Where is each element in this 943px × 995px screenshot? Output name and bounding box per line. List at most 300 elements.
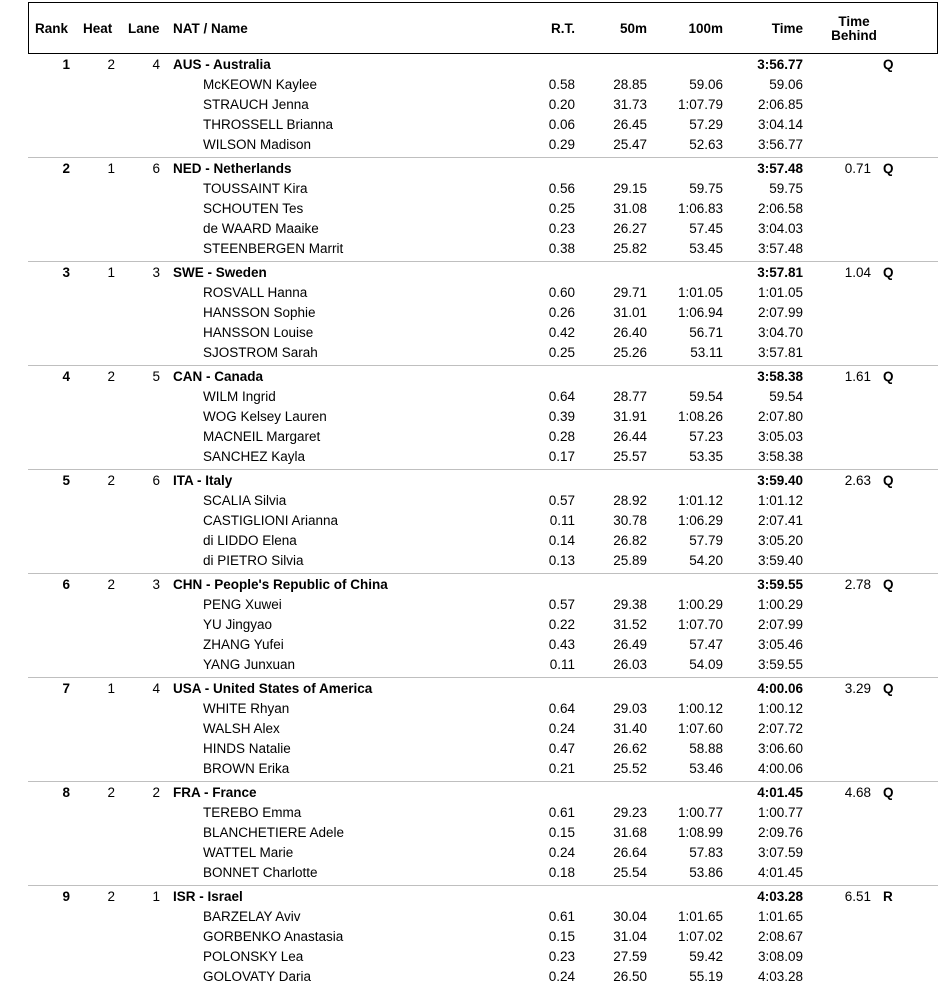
swimmer-row bbox=[0, 803, 943, 823]
swimmer-split-100m: 53.35 bbox=[689, 449, 723, 464]
team-rank: 9 bbox=[62, 889, 70, 904]
swimmer-reaction-time: 0.15 bbox=[548, 825, 575, 840]
swimmer-split-50m: 31.08 bbox=[613, 201, 647, 216]
swimmer-name: THROSSELL Brianna bbox=[203, 117, 334, 132]
swimmer-row bbox=[0, 551, 943, 571]
swimmer-reaction-time: 0.39 bbox=[548, 409, 575, 424]
swimmer-split-100m: 1:06.94 bbox=[677, 305, 723, 320]
swimmer-name: GORBENKO Anastasia bbox=[203, 929, 344, 944]
swimmer-name: TOUSSAINT Kira bbox=[203, 181, 308, 196]
swimmer-reaction-time: 0.26 bbox=[548, 305, 575, 320]
swimmer-reaction-time: 0.38 bbox=[548, 241, 575, 256]
team-lane: 1 bbox=[152, 889, 160, 904]
swimmer-name: BLANCHETIERE Adele bbox=[203, 825, 345, 840]
team-time: 3:59.40 bbox=[757, 473, 803, 488]
team-name: ISR - Israel bbox=[173, 889, 243, 904]
qualification-mark: R bbox=[883, 889, 893, 904]
team-rank: 4 bbox=[62, 369, 70, 384]
swimmer-name: WOG Kelsey Lauren bbox=[203, 409, 327, 424]
swimmer-split-50m: 26.49 bbox=[613, 637, 647, 652]
swimmer-row bbox=[0, 135, 943, 155]
team-row bbox=[0, 55, 943, 75]
swimmer-reaction-time: 0.24 bbox=[548, 845, 575, 860]
team-name: FRA - France bbox=[173, 785, 257, 800]
team-row bbox=[0, 575, 943, 595]
team-row bbox=[0, 159, 943, 179]
team-time: 3:57.81 bbox=[757, 265, 803, 280]
team-separator bbox=[28, 885, 938, 886]
swimmer-cumulative-time: 1:01.05 bbox=[757, 285, 803, 300]
swimmer-name: HANSSON Sophie bbox=[203, 305, 316, 320]
swimmer-cumulative-time: 3:04.03 bbox=[757, 221, 803, 236]
swimmer-split-100m: 57.47 bbox=[689, 637, 723, 652]
swimmer-reaction-time: 0.61 bbox=[548, 805, 575, 820]
qualification-mark: Q bbox=[883, 265, 894, 280]
team-rank: 3 bbox=[62, 265, 70, 280]
swimmer-cumulative-time: 4:00.06 bbox=[757, 761, 803, 776]
qualification-mark: Q bbox=[883, 473, 894, 488]
swimmer-split-50m: 28.92 bbox=[613, 493, 647, 508]
swimmer-cumulative-time: 3:59.55 bbox=[757, 657, 803, 672]
swimmer-cumulative-time: 3:05.03 bbox=[757, 429, 803, 444]
swimmer-split-50m: 26.03 bbox=[613, 657, 647, 672]
team-lane: 4 bbox=[152, 681, 160, 696]
swimmer-name: di PIETRO Silvia bbox=[203, 553, 304, 568]
team-separator bbox=[28, 781, 938, 782]
swimmer-split-50m: 31.52 bbox=[613, 617, 647, 632]
swimmer-row bbox=[0, 635, 943, 655]
swimmer-split-100m: 1:07.60 bbox=[677, 721, 723, 736]
swimmer-split-50m: 29.15 bbox=[613, 181, 647, 196]
swimmer-row bbox=[0, 719, 943, 739]
swimmer-reaction-time: 0.11 bbox=[549, 513, 575, 528]
team-name: SWE - Sweden bbox=[173, 265, 267, 280]
team-time: 3:58.38 bbox=[757, 369, 803, 384]
header-heat: Heat bbox=[83, 21, 113, 36]
swimmer-reaction-time: 0.56 bbox=[548, 181, 575, 196]
header-lane: Lane bbox=[128, 21, 160, 36]
swimmer-split-50m: 26.64 bbox=[613, 845, 647, 860]
swimmer-name: GOLOVATY Daria bbox=[203, 969, 312, 984]
swimmer-split-100m: 53.86 bbox=[689, 865, 723, 880]
swimmer-split-100m: 1:01.65 bbox=[677, 909, 723, 924]
swimmer-split-100m: 1:07.02 bbox=[677, 929, 723, 944]
swimmer-cumulative-time: 1:00.29 bbox=[757, 597, 803, 612]
team-time-behind: 6.51 bbox=[844, 889, 871, 904]
swimmer-name: McKEOWN Kaylee bbox=[203, 77, 318, 92]
swimmer-cumulative-time: 4:03.28 bbox=[757, 969, 803, 984]
swimmer-name: BARZELAY Aviv bbox=[203, 909, 301, 924]
swimmer-cumulative-time: 2:07.41 bbox=[757, 513, 803, 528]
swimmer-split-50m: 27.59 bbox=[613, 949, 647, 964]
team-rank: 5 bbox=[62, 473, 70, 488]
swimmer-reaction-time: 0.64 bbox=[548, 389, 575, 404]
swimmer-split-100m: 59.06 bbox=[689, 77, 723, 92]
qualification-mark: Q bbox=[883, 369, 894, 384]
swimmer-row bbox=[0, 823, 943, 843]
team-rank: 6 bbox=[62, 577, 70, 592]
swimmer-split-50m: 31.73 bbox=[613, 97, 647, 112]
swimmer-name: ZHANG Yufei bbox=[203, 637, 284, 652]
swimmer-name: POLONSKY Lea bbox=[203, 949, 304, 964]
swimmer-row bbox=[0, 491, 943, 511]
swimmer-name: de WAARD Maaike bbox=[203, 221, 319, 236]
swimmer-name: STEENBERGEN Marrit bbox=[203, 241, 344, 256]
swimmer-name: di LIDDO Elena bbox=[203, 533, 297, 548]
swimmer-split-50m: 29.23 bbox=[613, 805, 647, 820]
swimmer-cumulative-time: 2:08.67 bbox=[757, 929, 803, 944]
team-time: 4:01.45 bbox=[757, 785, 803, 800]
swimmer-split-100m: 1:08.99 bbox=[677, 825, 723, 840]
swimmer-cumulative-time: 59.75 bbox=[769, 181, 803, 196]
swimmer-row bbox=[0, 387, 943, 407]
swimmer-cumulative-time: 3:59.40 bbox=[757, 553, 803, 568]
swimmer-reaction-time: 0.61 bbox=[548, 909, 575, 924]
swimmer-row bbox=[0, 179, 943, 199]
swimmer-reaction-time: 0.22 bbox=[548, 617, 575, 632]
swimmer-reaction-time: 0.11 bbox=[549, 657, 575, 672]
swimmer-name: YU Jingyao bbox=[203, 617, 273, 632]
team-row bbox=[0, 887, 943, 907]
team-separator bbox=[28, 469, 938, 470]
swimmer-name: SANCHEZ Kayla bbox=[203, 449, 306, 464]
swimmer-split-100m: 1:07.79 bbox=[677, 97, 723, 112]
swimmer-split-50m: 26.62 bbox=[613, 741, 647, 756]
swimmer-split-50m: 29.71 bbox=[613, 285, 647, 300]
team-lane: 2 bbox=[152, 785, 160, 800]
swimmer-split-50m: 25.57 bbox=[613, 449, 647, 464]
swimmer-split-100m: 1:01.12 bbox=[677, 493, 723, 508]
swimmer-split-100m: 59.42 bbox=[689, 949, 723, 964]
swimmer-cumulative-time: 3:57.48 bbox=[757, 241, 803, 256]
swimmer-split-50m: 25.26 bbox=[613, 345, 647, 360]
header-time: Time bbox=[771, 21, 803, 36]
qualification-mark: Q bbox=[883, 785, 894, 800]
swimmer-split-100m: 1:06.29 bbox=[677, 513, 723, 528]
swimmer-split-100m: 58.88 bbox=[689, 741, 723, 756]
swimmer-cumulative-time: 3:08.09 bbox=[757, 949, 803, 964]
swimmer-cumulative-time: 3:58.38 bbox=[757, 449, 803, 464]
swimmer-reaction-time: 0.20 bbox=[548, 97, 575, 112]
swimmer-cumulative-time: 2:07.99 bbox=[757, 617, 803, 632]
swimmer-row bbox=[0, 283, 943, 303]
team-heat: 2 bbox=[107, 57, 115, 72]
swimmer-split-100m: 1:08.26 bbox=[677, 409, 723, 424]
swimmer-name: WATTEL Marie bbox=[203, 845, 294, 860]
swimmer-split-100m: 55.19 bbox=[689, 969, 723, 984]
swimmer-reaction-time: 0.23 bbox=[548, 221, 575, 236]
swimmer-row bbox=[0, 447, 943, 467]
swimmer-split-100m: 1:00.12 bbox=[677, 701, 723, 716]
team-heat: 2 bbox=[107, 785, 115, 800]
swimmer-split-50m: 31.01 bbox=[613, 305, 647, 320]
swimmer-cumulative-time: 59.54 bbox=[769, 389, 803, 404]
swimmer-reaction-time: 0.15 bbox=[548, 929, 575, 944]
swimmer-split-100m: 52.63 bbox=[689, 137, 723, 152]
swimmer-row bbox=[0, 615, 943, 635]
swimmer-split-50m: 25.89 bbox=[613, 553, 647, 568]
swimmer-split-100m: 57.79 bbox=[689, 533, 723, 548]
swimmer-row bbox=[0, 323, 943, 343]
swimmer-split-100m: 56.71 bbox=[689, 325, 723, 340]
swimmer-cumulative-time: 3:07.59 bbox=[757, 845, 803, 860]
swimmer-split-100m: 54.09 bbox=[689, 657, 723, 672]
swimmer-row bbox=[0, 595, 943, 615]
swimmer-reaction-time: 0.06 bbox=[548, 117, 575, 132]
swimmer-reaction-time: 0.64 bbox=[548, 701, 575, 716]
swimmer-reaction-time: 0.42 bbox=[548, 325, 575, 340]
swimmer-cumulative-time: 1:00.12 bbox=[757, 701, 803, 716]
swimmer-split-100m: 57.83 bbox=[689, 845, 723, 860]
swimmer-cumulative-time: 2:07.99 bbox=[757, 305, 803, 320]
swimmer-reaction-time: 0.28 bbox=[548, 429, 575, 444]
team-lane: 5 bbox=[152, 369, 160, 384]
swimmer-reaction-time: 0.25 bbox=[548, 201, 575, 216]
team-row bbox=[0, 263, 943, 283]
swimmer-reaction-time: 0.60 bbox=[548, 285, 575, 300]
team-name: ITA - Italy bbox=[173, 473, 233, 488]
team-lane: 3 bbox=[152, 577, 160, 592]
team-time: 4:03.28 bbox=[757, 889, 803, 904]
swimmer-name: BROWN Erika bbox=[203, 761, 290, 776]
header-rank: Rank bbox=[35, 21, 69, 36]
swimmer-row bbox=[0, 759, 943, 779]
team-name: NED - Netherlands bbox=[173, 161, 292, 176]
swimmer-name: CASTIGLIONI Arianna bbox=[203, 513, 339, 528]
swimmer-split-50m: 28.85 bbox=[613, 77, 647, 92]
swimmer-split-50m: 25.47 bbox=[613, 137, 647, 152]
swimmer-split-50m: 26.45 bbox=[613, 117, 647, 132]
swimmer-split-100m: 53.11 bbox=[690, 345, 723, 360]
swimmer-name: STRAUCH Jenna bbox=[203, 97, 309, 112]
swimmer-cumulative-time: 3:04.70 bbox=[757, 325, 803, 340]
swimmer-split-100m: 53.46 bbox=[689, 761, 723, 776]
team-row bbox=[0, 471, 943, 491]
swimmer-split-50m: 31.40 bbox=[613, 721, 647, 736]
swimmer-cumulative-time: 2:07.80 bbox=[757, 409, 803, 424]
team-time-behind: 3.29 bbox=[844, 681, 871, 696]
swimmer-cumulative-time: 59.06 bbox=[769, 77, 803, 92]
swimmer-name: SCHOUTEN Tes bbox=[203, 201, 304, 216]
qualification-mark: Q bbox=[883, 57, 894, 72]
team-separator bbox=[28, 365, 938, 366]
swimmer-name: YANG Junxuan bbox=[203, 657, 296, 672]
swimmer-reaction-time: 0.25 bbox=[548, 345, 575, 360]
team-row bbox=[0, 367, 943, 387]
team-name: AUS - Australia bbox=[173, 57, 271, 72]
swimmer-cumulative-time: 3:05.20 bbox=[757, 533, 803, 548]
swimmer-split-50m: 31.91 bbox=[613, 409, 647, 424]
team-rank: 8 bbox=[62, 785, 70, 800]
swimmer-split-100m: 57.23 bbox=[689, 429, 723, 444]
swimmer-split-100m: 1:07.70 bbox=[677, 617, 723, 632]
swimmer-name: HANSSON Louise bbox=[203, 325, 314, 340]
swimmer-split-100m: 53.45 bbox=[689, 241, 723, 256]
swimmer-name: WILM Ingrid bbox=[203, 389, 276, 404]
swimmer-reaction-time: 0.58 bbox=[548, 77, 575, 92]
swimmer-row bbox=[0, 427, 943, 447]
swimmer-split-100m: 59.54 bbox=[689, 389, 723, 404]
team-lane: 6 bbox=[152, 473, 160, 488]
swimmer-row bbox=[0, 115, 943, 135]
swimmer-name: SCALIA Silvia bbox=[203, 493, 287, 508]
swimmer-split-50m: 25.54 bbox=[613, 865, 647, 880]
team-rank: 1 bbox=[62, 57, 70, 72]
header-time-behind-line2: Behind bbox=[831, 28, 877, 43]
team-heat: 1 bbox=[107, 265, 115, 280]
swimmer-cumulative-time: 3:04.14 bbox=[757, 117, 803, 132]
swimmer-name: MACNEIL Margaret bbox=[203, 429, 321, 444]
swimmer-reaction-time: 0.21 bbox=[548, 761, 575, 776]
swimmer-split-50m: 31.68 bbox=[613, 825, 647, 840]
swimmer-name: WHITE Rhyan bbox=[203, 701, 290, 716]
team-rank: 7 bbox=[62, 681, 70, 696]
swimmer-cumulative-time: 1:01.12 bbox=[757, 493, 803, 508]
team-heat: 1 bbox=[107, 681, 115, 696]
swimmer-row bbox=[0, 343, 943, 363]
header-50m: 50m bbox=[619, 21, 647, 36]
team-lane: 3 bbox=[152, 265, 160, 280]
swimmer-cumulative-time: 3:56.77 bbox=[757, 137, 803, 152]
team-lane: 4 bbox=[152, 57, 160, 72]
swimmer-cumulative-time: 4:01.45 bbox=[757, 865, 803, 880]
swimmer-row bbox=[0, 843, 943, 863]
swimmer-cumulative-time: 2:09.76 bbox=[757, 825, 803, 840]
swimmer-row bbox=[0, 655, 943, 675]
swimmer-split-50m: 26.82 bbox=[613, 533, 647, 548]
swimmer-cumulative-time: 3:06.60 bbox=[757, 741, 803, 756]
team-rank: 2 bbox=[62, 161, 70, 176]
swimmer-split-50m: 30.78 bbox=[613, 513, 647, 528]
swimmer-row bbox=[0, 407, 943, 427]
swimmer-reaction-time: 0.18 bbox=[548, 865, 575, 880]
header-100m: 100m bbox=[688, 21, 723, 36]
swimmer-row bbox=[0, 967, 943, 987]
team-separator bbox=[28, 677, 938, 678]
team-time-behind: 2.78 bbox=[844, 577, 871, 592]
team-time-behind: 2.63 bbox=[844, 473, 871, 488]
swimmer-reaction-time: 0.24 bbox=[548, 721, 575, 736]
swimmer-split-50m: 29.03 bbox=[613, 701, 647, 716]
swimmer-cumulative-time: 3:57.81 bbox=[757, 345, 803, 360]
swimmer-cumulative-time: 2:06.85 bbox=[757, 97, 803, 112]
swimmer-row bbox=[0, 947, 943, 967]
team-separator bbox=[28, 261, 938, 262]
team-row bbox=[0, 679, 943, 699]
swimmer-split-100m: 1:01.05 bbox=[677, 285, 723, 300]
team-time: 4:00.06 bbox=[757, 681, 803, 696]
swimmer-split-100m: 57.45 bbox=[689, 221, 723, 236]
swimmer-split-100m: 59.75 bbox=[689, 181, 723, 196]
team-separator bbox=[28, 573, 938, 574]
swimmer-row bbox=[0, 95, 943, 115]
qualification-mark: Q bbox=[883, 161, 894, 176]
team-name: CHN - People's Republic of China bbox=[173, 577, 388, 592]
swimmer-row bbox=[0, 239, 943, 259]
swimmer-split-100m: 1:00.77 bbox=[677, 805, 723, 820]
swimmer-row bbox=[0, 907, 943, 927]
swimmer-name: SJOSTROM Sarah bbox=[203, 345, 318, 360]
swimmer-name: WALSH Alex bbox=[203, 721, 280, 736]
swimmer-reaction-time: 0.14 bbox=[548, 533, 575, 548]
swimmer-split-50m: 25.82 bbox=[613, 241, 647, 256]
swimmer-row bbox=[0, 863, 943, 883]
header-time-behind-line1: Time bbox=[838, 14, 870, 29]
team-time-behind: 4.68 bbox=[844, 785, 871, 800]
swimmer-split-100m: 57.29 bbox=[689, 117, 723, 132]
team-time: 3:57.48 bbox=[757, 161, 803, 176]
team-time: 3:56.77 bbox=[757, 57, 803, 72]
swimmer-name: HINDS Natalie bbox=[203, 741, 291, 756]
swimmer-row bbox=[0, 303, 943, 323]
swimmer-cumulative-time: 1:01.65 bbox=[757, 909, 803, 924]
swimmer-row bbox=[0, 511, 943, 531]
swimmer-split-50m: 26.44 bbox=[613, 429, 647, 444]
swimmer-cumulative-time: 2:06.58 bbox=[757, 201, 803, 216]
team-name: CAN - Canada bbox=[173, 369, 264, 384]
swimmer-split-50m: 29.38 bbox=[613, 597, 647, 612]
header-rt: R.T. bbox=[550, 21, 575, 36]
swimmer-row bbox=[0, 199, 943, 219]
swimmer-split-50m: 28.77 bbox=[613, 389, 647, 404]
swimmer-reaction-time: 0.57 bbox=[548, 493, 575, 508]
team-time: 3:59.55 bbox=[757, 577, 803, 592]
swimmer-split-50m: 26.40 bbox=[613, 325, 647, 340]
swimmer-reaction-time: 0.13 bbox=[548, 553, 575, 568]
swimmer-row bbox=[0, 927, 943, 947]
swimmer-split-50m: 26.27 bbox=[613, 221, 647, 236]
team-name: USA - United States of America bbox=[173, 681, 373, 696]
swimmer-reaction-time: 0.23 bbox=[548, 949, 575, 964]
swimmer-split-100m: 1:06.83 bbox=[677, 201, 723, 216]
swimmer-reaction-time: 0.17 bbox=[548, 449, 575, 464]
swimmer-split-50m: 31.04 bbox=[613, 929, 647, 944]
swimmer-reaction-time: 0.57 bbox=[548, 597, 575, 612]
qualification-mark: Q bbox=[883, 577, 894, 592]
swimmer-name: PENG Xuwei bbox=[203, 597, 282, 612]
team-heat: 2 bbox=[107, 473, 115, 488]
swimmer-split-100m: 54.20 bbox=[689, 553, 723, 568]
team-heat: 1 bbox=[107, 161, 115, 176]
team-separator bbox=[28, 157, 938, 158]
swimmer-cumulative-time: 3:05.46 bbox=[757, 637, 803, 652]
swimmer-reaction-time: 0.24 bbox=[548, 969, 575, 984]
swimmer-row bbox=[0, 75, 943, 95]
team-row bbox=[0, 783, 943, 803]
swimmer-name: WILSON Madison bbox=[203, 137, 312, 152]
swimmer-row bbox=[0, 219, 943, 239]
swimmer-split-50m: 30.04 bbox=[613, 909, 647, 924]
team-heat: 2 bbox=[107, 369, 115, 384]
team-time-behind: 1.04 bbox=[844, 265, 871, 280]
swimmer-split-50m: 26.50 bbox=[613, 969, 647, 984]
swimmer-row bbox=[0, 739, 943, 759]
swimmer-reaction-time: 0.47 bbox=[548, 741, 575, 756]
team-time-behind: 0.71 bbox=[844, 161, 871, 176]
team-heat: 2 bbox=[107, 889, 115, 904]
swimmer-name: TEREBO Emma bbox=[203, 805, 302, 820]
swimmer-reaction-time: 0.43 bbox=[548, 637, 575, 652]
team-lane: 6 bbox=[152, 161, 160, 176]
swimmer-name: ROSVALL Hanna bbox=[203, 285, 308, 300]
swimmer-split-50m: 25.52 bbox=[613, 761, 647, 776]
qualification-mark: Q bbox=[883, 681, 894, 696]
swimmer-row bbox=[0, 531, 943, 551]
swimmer-split-100m: 1:00.29 bbox=[677, 597, 723, 612]
swimmer-row bbox=[0, 699, 943, 719]
swimmer-name: BONNET Charlotte bbox=[203, 865, 318, 880]
swimmer-reaction-time: 0.29 bbox=[548, 137, 575, 152]
